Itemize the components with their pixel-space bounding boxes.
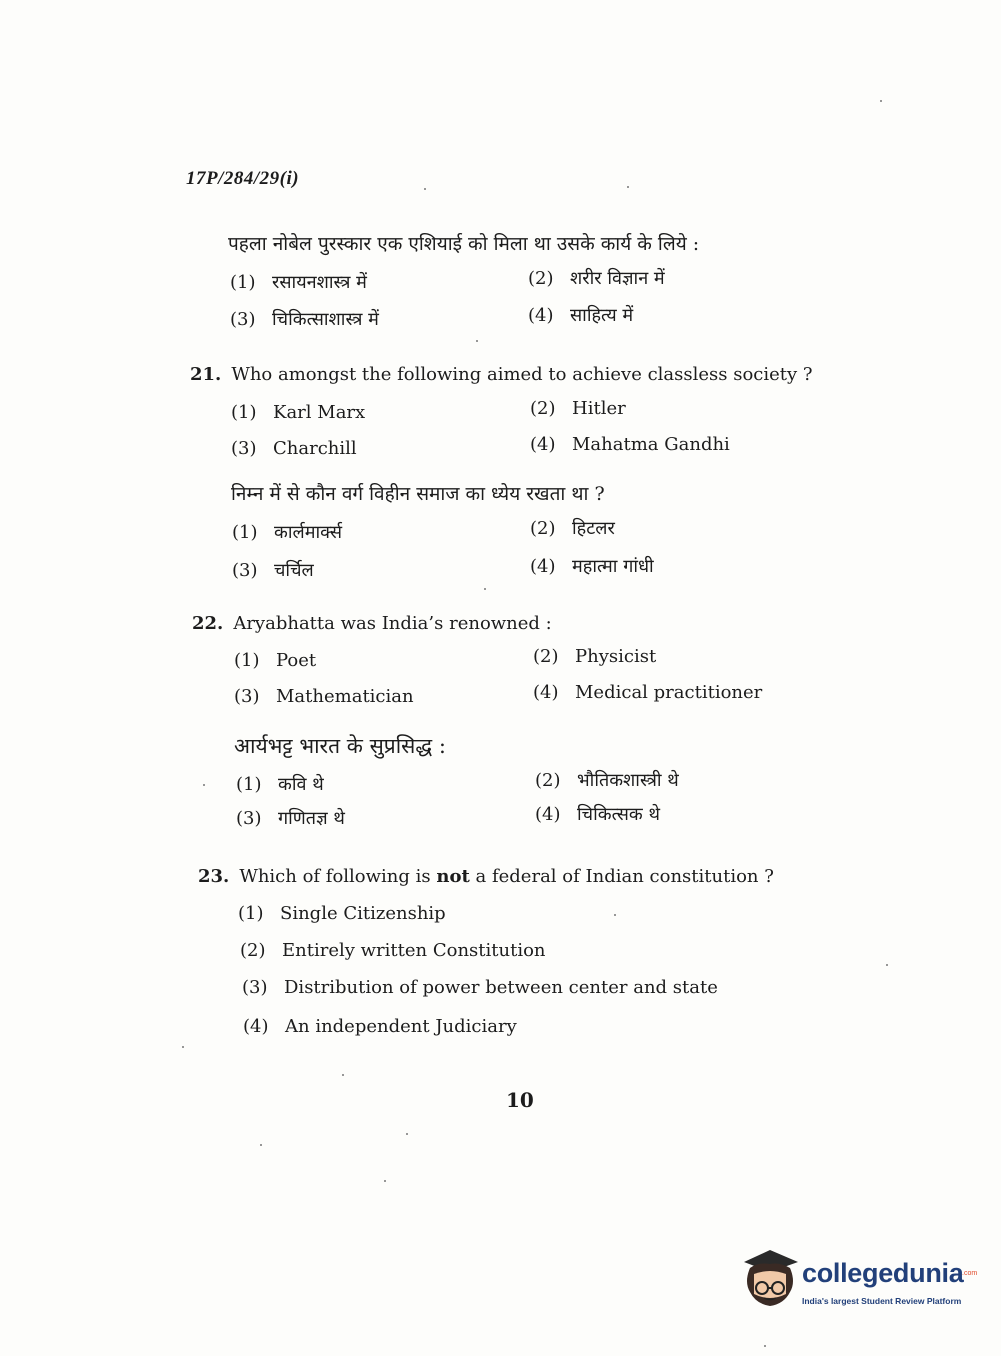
- brand-watermark: [740, 1248, 978, 1318]
- scan-speck: [260, 1144, 262, 1146]
- scan-speck: [764, 1345, 766, 1347]
- question-text-hindi: आर्यभट्ट भारत के सुप्रसिद्ध :: [234, 734, 446, 758]
- option: (3) चर्चिल: [232, 560, 314, 581]
- question-23: 23. Which of following is not a federal of Indian constitution ?: [198, 866, 774, 887]
- scan-speck: [424, 188, 426, 190]
- scan-speck: [182, 1046, 184, 1048]
- question-text-hindi: निम्न में से कौन वर्ग विहीन समाज का ध्येय रखता था ?: [231, 483, 605, 505]
- option: (1) Single Citizenship: [238, 903, 446, 924]
- scan-speck: [203, 784, 205, 786]
- option: (1) Poet: [234, 650, 317, 671]
- question-21: 21. Who amongst the following aimed to achieve classless society ?: [190, 364, 813, 385]
- option: (3) Charchill: [231, 438, 357, 459]
- scan-speck: [342, 1074, 344, 1076]
- option: (1) रसायनशास्त्र में: [230, 272, 367, 293]
- option: (2) हिटलर: [530, 518, 615, 539]
- option: (3) गणितज्ञ थे: [236, 808, 345, 829]
- question-22: 22. Aryabhatta was India’s renowned :: [192, 613, 552, 634]
- option: (2) Hitler: [530, 398, 626, 419]
- scan-speck: [384, 1180, 386, 1182]
- scan-speck: [476, 340, 478, 342]
- option: (4) Mahatma Gandhi: [530, 434, 730, 455]
- mascot-logo-icon: [740, 1248, 800, 1312]
- option: (1) कार्लमार्क्स: [232, 522, 342, 543]
- scan-speck: [886, 964, 888, 966]
- option: (1) Karl Marx: [231, 402, 366, 423]
- option: (3) Mathematician: [234, 686, 414, 707]
- option: (2) Physicist: [533, 646, 657, 667]
- scan-speck: [880, 100, 882, 102]
- brand-domain: .com: [962, 1270, 978, 1277]
- option: (4) Medical practitioner: [533, 682, 763, 703]
- option: (2) Entirely written Constitution: [240, 940, 546, 961]
- paper-code: 17P/284/29(i): [186, 168, 300, 189]
- option: (3) चिकित्साशास्त्र में: [230, 309, 379, 330]
- option: (4) An independent Judiciary: [243, 1016, 517, 1037]
- option: (4) चिकित्सक थे: [535, 804, 660, 825]
- option: (2) शरीर विज्ञान में: [528, 268, 665, 289]
- option: (1) कवि थे: [236, 774, 324, 795]
- page-number: 10: [506, 1088, 534, 1112]
- scan-speck: [484, 588, 486, 590]
- brand-name: collegedunia: [802, 1258, 964, 1288]
- option: (3) Distribution of power between center and state: [242, 977, 718, 998]
- brand-tagline: India's largest Student Review Platform: [802, 1296, 962, 1306]
- scan-speck: [406, 1133, 408, 1135]
- option: (4) महात्मा गांधी: [530, 556, 654, 577]
- option: (4) साहित्य में: [528, 305, 634, 326]
- option: (2) भौतिकशास्त्री थे: [535, 770, 679, 791]
- question-text-hindi: पहला नोबेल पुरस्कार एक एशियाई को मिला था उसके कार्य के लिये :: [228, 233, 700, 255]
- scan-speck: [627, 186, 629, 188]
- scan-speck: [614, 914, 616, 916]
